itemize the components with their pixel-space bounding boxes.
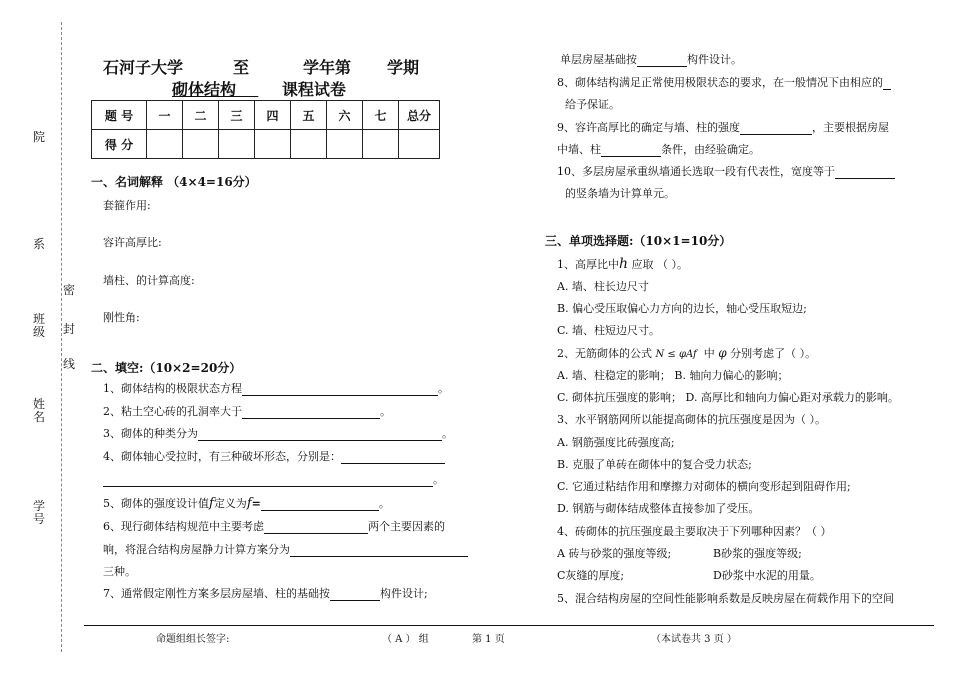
section2-title: 二、填空:（10×2=20分） (91, 361, 242, 375)
section1-title: 一、名词解释 （4×4=16分） (91, 175, 257, 189)
fill-question-5: 5、砌体的强度设计值f定义为f= 。 (103, 496, 390, 511)
choice-option[interactable]: C. 它通过粘结作用和摩擦力对砌体的横向变形起到阻碍作用; (557, 480, 851, 493)
term-item: 墙柱、的计算高度: (103, 274, 195, 287)
seal-feng: 封 (62, 322, 75, 336)
choice-option[interactable]: A. 墙、柱长边尺寸 (557, 280, 649, 293)
fill-question-3: 3、砌体的种类分为 。 (103, 427, 453, 440)
fill-question-4-cont: 。 (103, 473, 444, 487)
choice-question-5: 5、混合结构房屋的空间性能影响系数是反映房屋在荷载作用下的空间 (557, 592, 894, 605)
footer-page: 第 1 页 (472, 634, 505, 645)
score-header-cell: 三 (219, 101, 255, 130)
choice-option[interactable]: A. 钢筋强度比砖强度高; (557, 436, 675, 449)
answer-blank[interactable] (883, 78, 891, 90)
score-cell[interactable] (219, 130, 255, 159)
choice-option[interactable]: D. 钢筋与砌体结成整体直接参加了受压。 (557, 502, 760, 515)
score-cell[interactable] (255, 130, 291, 159)
answer-blank[interactable] (198, 429, 442, 441)
choice-question-4: 4、砖砌体的抗压强度最主要取决于下列哪种因素？（ ） (557, 525, 832, 538)
label-student-id: 学号 (32, 499, 45, 526)
score-row-label: 得 分 (92, 130, 147, 159)
term-item: 套箍作用: (103, 199, 151, 212)
answer-blank[interactable] (835, 167, 895, 179)
fill-question-2: 2、粘土空心砖的孔洞率大于 。 (103, 405, 391, 418)
footer-rule (84, 625, 934, 626)
choice-question-1: 1、高厚比中h 应取 （ ）。 (557, 256, 689, 272)
score-cell[interactable] (327, 130, 363, 159)
choice-option[interactable]: B. 克服了单砖在砌体中的复合受力状态; (557, 458, 752, 471)
fill-question-7: 7、通常假定刚性方案多层房屋墙、柱的基础按 构件设计; (103, 587, 428, 600)
choice-option[interactable]: A 砖与砂浆的强度等级; (557, 547, 672, 560)
score-header-cell: 一 (147, 101, 183, 130)
answer-blank[interactable] (103, 475, 433, 487)
fill-question-4: 4、砌体轴心受拉时，有三种破坏形态，分别是： (103, 450, 445, 464)
label-class: 班级 (32, 312, 45, 339)
score-cell[interactable] (399, 130, 440, 159)
fill-question-7-cont: 单层房屋基础按 构件设计。 (560, 53, 742, 66)
answer-blank[interactable] (601, 145, 661, 157)
answer-blank[interactable] (264, 522, 368, 534)
header-to: 至 (233, 58, 250, 77)
score-header-cell: 二 (183, 101, 219, 130)
footer-signer: 命题组组长签字: (156, 634, 230, 645)
score-header-cell: 六 (327, 101, 363, 130)
fill-question-9-cont: 中墙、柱 条件，由经验确定。 (557, 143, 760, 156)
answer-blank[interactable] (341, 452, 445, 464)
score-header-cell: 五 (291, 101, 327, 130)
choice-option[interactable]: A. 墙、柱稳定的影响； B. 轴向力偏心的影响； (557, 369, 789, 382)
binding-line (61, 22, 62, 652)
footer-total-pages: （本试卷共 3 页 ） (651, 634, 737, 645)
score-table-header-row (92, 101, 440, 130)
answer-blank[interactable] (740, 123, 812, 135)
choice-option[interactable]: C灰缝的厚度; (557, 569, 625, 582)
seal-mi: 密 (62, 283, 75, 297)
score-table-score-row (92, 130, 440, 159)
answer-blank[interactable] (261, 499, 379, 511)
fill-question-1: 1、砌体结构的极限状态方程 。 (103, 382, 449, 395)
choice-option[interactable]: C. 砌体抗压强度的影响； D. 高厚比和轴向力偏心距对承载力的影响。 (557, 391, 899, 404)
footer-group: （ A ） 组 (382, 634, 429, 645)
label-name: 姓名 (32, 397, 45, 424)
fill-question-10-cont: 的竖条墙为计算单元。 (565, 187, 675, 200)
course-title (172, 77, 346, 100)
fill-question-6: 6、现行砌体结构规范中主要考虑 两个主要因素的 (103, 520, 445, 533)
score-cell[interactable] (183, 130, 219, 159)
exam-type: 课程试卷 (281, 80, 346, 99)
term-item: 刚性角: (103, 311, 140, 324)
score-header-cell: 总分 (399, 101, 440, 130)
fill-question-8: 8、砌体结构满足正常使用极限状态的要求，在一般情况下由相应的 (557, 76, 891, 90)
fill-question-10: 10、多层房屋承重纵墙通长选取一段有代表性，宽度等于 (557, 165, 895, 179)
fill-question-6-end: 三种。 (103, 565, 136, 578)
choice-option[interactable]: B. 偏心受压取偏心力方向的边长，轴心受压取短边; (557, 302, 807, 315)
choice-option[interactable]: C. 墙、柱短边尺寸。 (557, 324, 661, 337)
choice-question-3: 3、水平钢筋网所以能提高砌体的抗压强度是因为（ ）。 (557, 413, 826, 426)
score-header-cell: 四 (255, 101, 291, 130)
choice-option[interactable]: B砂浆的强度等级; (713, 547, 802, 560)
header-year-term: 学年第 (303, 58, 352, 77)
fill-question-6-cont: 响，将混合结构房屋静力计算方案分为 (103, 543, 468, 557)
seal-xian: 线 (62, 357, 75, 371)
section3-title: 三、单项选择题:（10×1=10分） (545, 234, 732, 248)
fill-question-9: 9、容许高厚比的确定与墙、柱的强度 ，主要根据房屋 (557, 121, 889, 134)
answer-blank[interactable] (242, 384, 438, 396)
score-cell[interactable] (291, 130, 327, 159)
choice-question-2: 2、无筋砌体的公式 N ≤ φAf 中 φ 分别考虑了（ ）。 (557, 346, 817, 360)
score-header-cell: 七 (363, 101, 399, 130)
formula: N ≤ φAf (655, 349, 697, 360)
answer-blank[interactable] (242, 407, 380, 419)
course-name: 砌体结构 (172, 80, 237, 99)
header-term: 学期 (387, 58, 420, 77)
label-department: 系 (32, 237, 45, 251)
answer-blank[interactable] (290, 545, 468, 557)
term-item: 容许高厚比: (103, 236, 162, 249)
label-college: 院 (32, 130, 45, 144)
answer-blank[interactable] (637, 55, 687, 67)
university-name: 石河子大学 (103, 58, 184, 77)
fill-question-8-cont: 给予保证。 (565, 98, 620, 111)
choice-option[interactable]: D砂浆中水泥的用量。 (713, 569, 821, 582)
score-table (91, 100, 440, 159)
score-header-cell: 题 号 (92, 101, 147, 130)
answer-blank[interactable] (330, 589, 380, 601)
score-cell[interactable] (147, 130, 183, 159)
score-cell[interactable] (363, 130, 399, 159)
